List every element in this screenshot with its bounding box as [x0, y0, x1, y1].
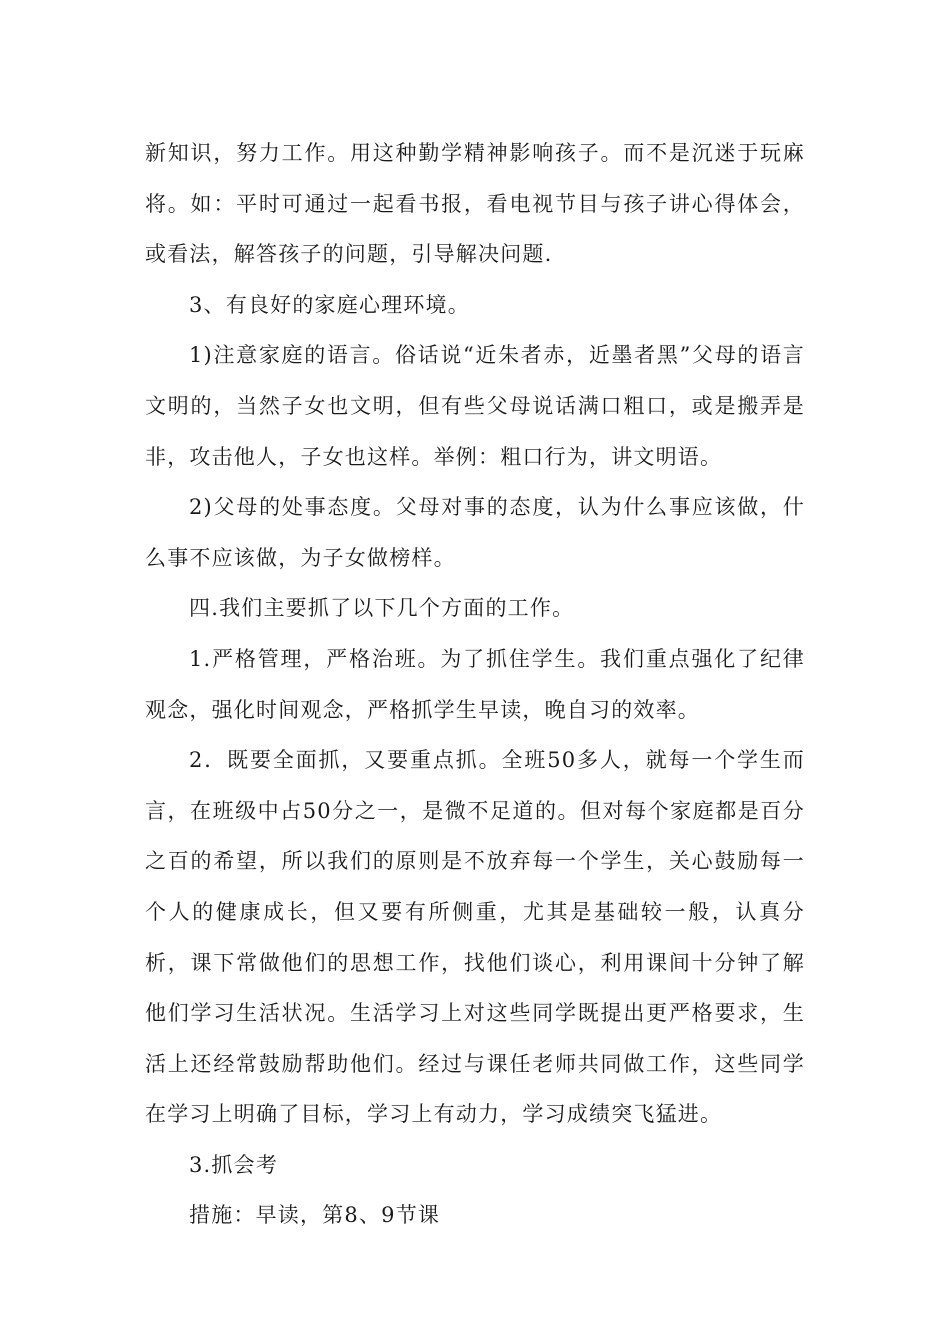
paragraph-point-1: 1.严格管理，严格治班。为了抓住学生。我们重点强化了纪律观念，强化时间观念，严格抓学生早读，晚自习的效率。: [145, 646, 805, 722]
paragraph-point-2: 2．既要全面抓，又要重点抓。全班50多人，就每一个学生而言，在班级中占50分之一，是微不足道的。但对每个家庭都是百分之百的希望，所以我们的原则是不放弃每一个学生，关心鼓励每一个人的健康成长，但又要有所侧重，尤其是基础较一般，认真分析，课下常做他们的思想工作，找他们谈心，利用课间十分钟了解他们学习生活状况。生活学习上对这些同学既提出更严格要求，生活上还经常鼓励帮助他们。经过与课任老师共同做工作，这些同学在学习上明确了目标，学习上有动力，学习成绩突飞猛进。: [145, 748, 805, 1127]
paragraph-measures: 措施：早读，第8、9节课: [189, 1203, 441, 1228]
paragraph-subitem-2: 2)父母的处事态度。父母对事的态度，认为什么事应该做，什么事不应该做，为子女做榜样。: [145, 495, 805, 570]
paragraph-subitem-1: 1)注意家庭的语言。俗话说“近朱者赤，近墨者黑”父母的语言文明的，当然子女也文明，但有些父母说话满口粗口，或是搬弄是非，攻击他人，子女也这样。举例：粗口行为，讲文明语。: [145, 343, 805, 469]
paragraph-continuation: 新知识，努力工作。用这种勤学精神影响孩子。而不是沉迷于玩麻将。如：平时可通过一起看书报，看电视节目与孩子讲心得体会，或看法，解答孩子的问题，引导解决问题.: [145, 141, 805, 267]
paragraph-point-3-heading: 3.抓会考: [189, 1152, 279, 1177]
document-body: [145, 128, 805, 1241]
paragraph-item-3-heading: 3、有良好的家庭心理环境。: [189, 292, 470, 317]
paragraph-section-4-heading: 四.我们主要抓了以下几个方面的工作。: [189, 596, 575, 621]
